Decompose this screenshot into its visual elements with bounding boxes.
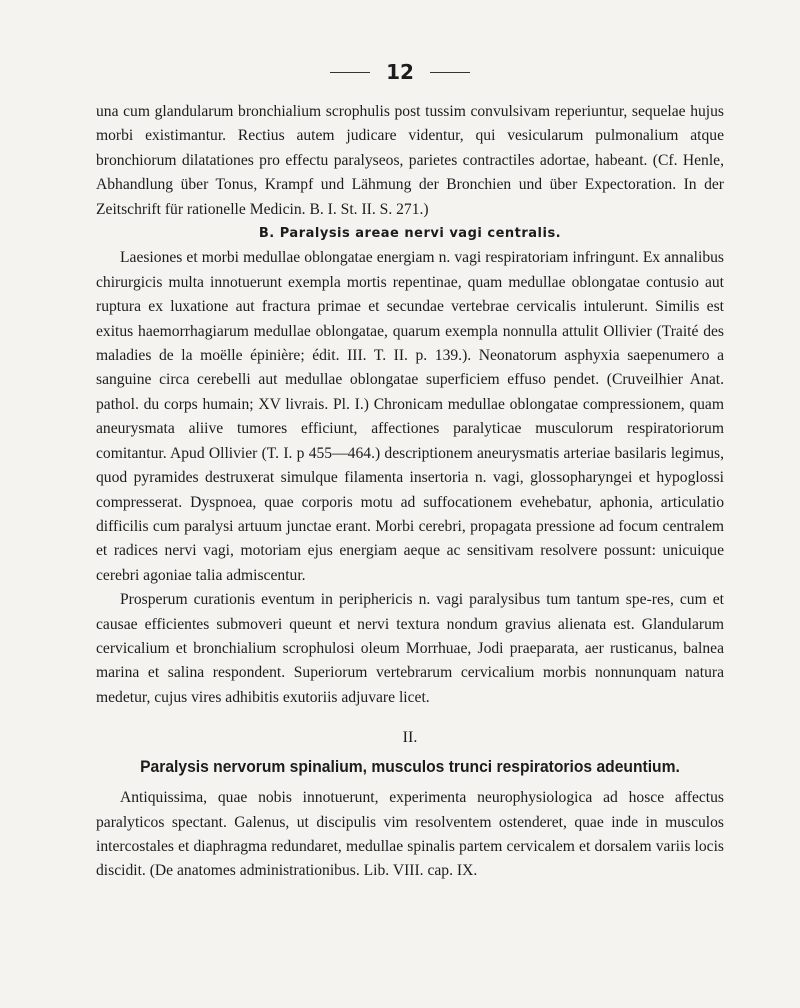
header-rule-right bbox=[430, 72, 470, 73]
page-header bbox=[0, 60, 800, 86]
section-title: Paralysis nervorum spinalium, musculos trunci respiratorios adeuntium. bbox=[140, 757, 680, 777]
paragraph-bronchial: una cum glandularum bronchialium scrophulis post tussim convulsivam reperiuntur, sequelae hujus morbi existimantur. Rectius autem judicare videntur, qui vesicularum pulmonalium atque bronchiorum dilatationes pro effectu paralyseos, parietes contractiles adortae, habeant. (Cf. Henle, Abhandlung über Tonus, Krampf und Lähmung der Bronchien und über Expectoration. In der Zeitschrift für rationelle Medicin. B. I. St. II. S. 271.) bbox=[96, 103, 724, 218]
paragraph-medulla: Laesiones et morbi medullae oblongatae energiam n. vagi respiratoriam infringunt. Ex annalibus chirurgicis multa innotuerunt exempla mortis repentinae, quam medullae oblongatae contusio aut ruptura ex luxatione aut fractura primae et secundae vertebrae cervicalis intulerunt. Similis est exitus haemorrhagiarum medullae oblongatae, quarum exempla nonnulla attulit Ollivier (Traité des maladies de la moëlle épinière; édit. III. T. II. p. 139.). Neonatorum asphyxia saepenumero a sanguine circa cerebelli aut medullae oblongatae superficiem effuso pendet. (Cruveilhier Anat. pathol. du corps humain; XV livrais. Pl. I.) Chronicam medullae oblongatae compressionem, quam aneurysmata aliive tumores efficiunt, affectiones paralyticae musculorum respiratoriorum comitantur. Apud Ollivier (T. I. p 455—464.) descriptionem aneurysmatis arteriae basilaris legimus, quod pyramides destruxerat simulque filamenta insertoria n. vagi, glossopharyngei et hypoglossi compresserat. Dyspnoea, quae corporis motu ad suffocationem evehebatur, aphonia, articulatio difficilis cum paralysi artuum junctae erant. Morbi cerebri, propagata pressione ad focum centralem et radices nervi vagi, motoriam ejus energiam aeque ac sensitivam resolvere possunt: unicuique cerebri agoniae talia admiscentur. bbox=[96, 249, 724, 584]
paragraph-antiquissima: Antiquissima, quae nobis innotuerunt, experimenta neurophysiologica ad hosce affectus paralyticos spectant. Galenus, ut discipulis vim resolventem ostenderet, quae inde in musculos intercostales et diaphragma redundaret, medullae spinalis partem cervicalem et dorsalem variis locis discidit. (De anatomes administrationibus. Lib. VIII. cap. IX. bbox=[96, 789, 724, 880]
paragraph-curatio: Prosperum curationis eventum in periphericis n. vagi paralysibus tum tantum spe-res, cum et causae efficientes submoveri queunt et nervi textura nondum gravius alienata est. Glandularum cervicalium et bronchialium scrophulosi oleum Morrhuae, Jodi praeparata, aer rusticanus, balnea marina et salina respondent. Superiorum vertebrarum cervicalium morbis nonnunquam natura medetur, cujus vires adhibitis exutoriis adjuvare licet. bbox=[96, 591, 724, 706]
header-rule-left bbox=[330, 72, 370, 73]
body-text bbox=[96, 100, 724, 884]
subheading-paralysis-vagi: B. Paralysis areae nervi vagi centralis. bbox=[258, 226, 562, 242]
section-number: II. bbox=[402, 729, 418, 747]
page-number: 12 bbox=[386, 60, 414, 84]
